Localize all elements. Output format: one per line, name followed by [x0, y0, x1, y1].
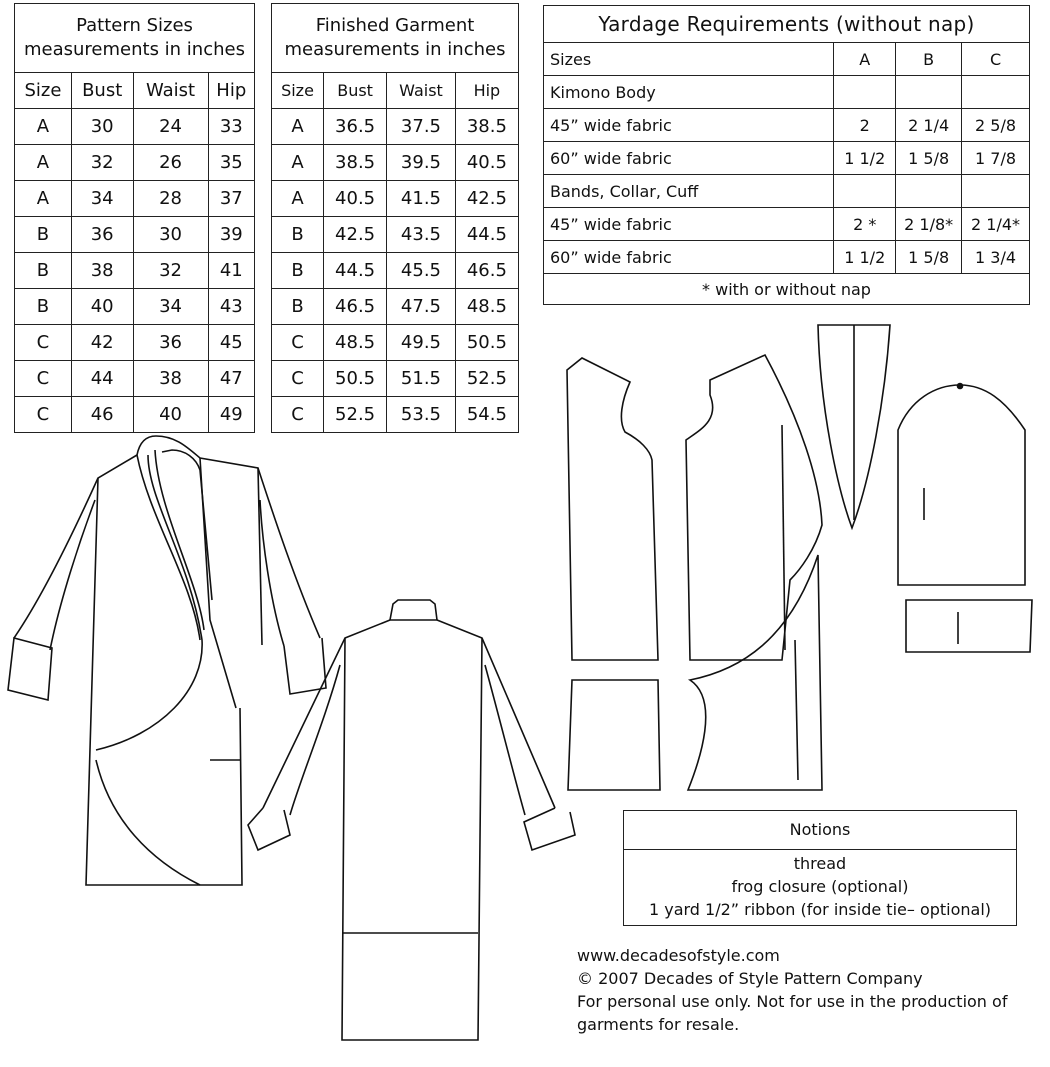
coat-front-drawing	[8, 436, 326, 885]
column-header: Bust	[71, 73, 133, 109]
table-cell: 45	[208, 325, 254, 361]
table-cell: 36	[71, 217, 133, 253]
column-header: Sizes	[544, 43, 834, 76]
table-cell: 30	[71, 109, 133, 145]
table-cell: C	[15, 325, 72, 361]
website-link[interactable]: www.decadesofstyle.com	[577, 946, 780, 965]
table-cell: B	[272, 253, 324, 289]
table-cell: 32	[133, 253, 208, 289]
table-cell: 2	[834, 109, 896, 142]
table-cell: 48.5	[324, 325, 387, 361]
table-cell: 50.5	[324, 361, 387, 397]
table-cell: 38.5	[324, 145, 387, 181]
table-cell: 2 5/8	[962, 109, 1030, 142]
table-cell: 40.5	[324, 181, 387, 217]
table-cell: 42.5	[455, 181, 518, 217]
table-cell: 38	[133, 361, 208, 397]
table-cell: 34	[133, 289, 208, 325]
table-cell: 1 5/8	[896, 142, 962, 175]
table-cell: 44.5	[324, 253, 387, 289]
table-cell: 1 5/8	[896, 241, 962, 274]
table-cell: 1 3/4	[962, 241, 1030, 274]
table-cell: 40	[133, 397, 208, 433]
table-cell: 40	[71, 289, 133, 325]
table-cell: 52.5	[324, 397, 387, 433]
notions-title: Notions	[624, 811, 1016, 850]
table-cell: 46.5	[455, 253, 518, 289]
table-cell: C	[272, 361, 324, 397]
table-cell: 60” wide fabric	[544, 241, 834, 274]
table-cell: A	[15, 145, 72, 181]
table-cell: 38.5	[455, 109, 518, 145]
usage-text-line2: garments for resale.	[577, 1015, 740, 1034]
copyright-text: © 2007 Decades of Style Pattern Company	[577, 969, 923, 988]
column-header: Hip	[455, 73, 518, 109]
yardage-footnote: * with or without nap	[544, 274, 1030, 305]
table-cell: 24	[133, 109, 208, 145]
notion-item: 1 yard 1/2” ribbon (for inside tie– optional)	[648, 900, 992, 919]
table-cell: 47	[208, 361, 254, 397]
table-cell: 41.5	[387, 181, 456, 217]
copyright-footer	[577, 944, 1047, 1036]
notion-item: thread	[793, 854, 847, 873]
table-cell: 46	[71, 397, 133, 433]
table-cell: Kimono Body	[544, 76, 834, 109]
pattern-pieces	[567, 325, 1032, 790]
table-cell: 37.5	[387, 109, 456, 145]
table-cell: 39	[208, 217, 254, 253]
table-cell: 52.5	[455, 361, 518, 397]
table-cell: 46.5	[324, 289, 387, 325]
pattern-sizes-title-line1: Pattern Sizes	[76, 15, 193, 36]
column-header: B	[896, 43, 962, 76]
table-cell: 36	[133, 325, 208, 361]
table-cell: B	[15, 217, 72, 253]
column-header: Size	[15, 73, 72, 109]
table-cell: B	[15, 253, 72, 289]
finished-garment-title-line2: measurements in inches	[284, 39, 506, 60]
table-cell: 2 1/4	[896, 109, 962, 142]
table-cell: 48.5	[455, 289, 518, 325]
table-cell: A	[272, 181, 324, 217]
table-cell: 2 1/8*	[896, 208, 962, 241]
table-cell: 33	[208, 109, 254, 145]
table-cell: 38	[71, 253, 133, 289]
table-cell: B	[15, 289, 72, 325]
table-cell: 26	[133, 145, 208, 181]
column-header: Size	[272, 73, 324, 109]
coat-back-drawing	[248, 600, 575, 1040]
column-header: A	[834, 43, 896, 76]
table-cell: 43.5	[387, 217, 456, 253]
table-cell: 2 *	[834, 208, 896, 241]
table-cell: 34	[71, 181, 133, 217]
table-cell: 47.5	[387, 289, 456, 325]
table-cell: 37	[208, 181, 254, 217]
table-cell: 35	[208, 145, 254, 181]
column-header: C	[962, 43, 1030, 76]
table-cell: 28	[133, 181, 208, 217]
table-cell: C	[15, 397, 72, 433]
table-cell: 40.5	[455, 145, 518, 181]
table-cell: 44	[71, 361, 133, 397]
table-cell: 49.5	[387, 325, 456, 361]
table-cell: 2 1/4*	[962, 208, 1030, 241]
table-cell: Bands, Collar, Cuff	[544, 175, 834, 208]
notions-list	[624, 850, 1016, 925]
table-cell: A	[272, 145, 324, 181]
table-cell: 1 7/8	[962, 142, 1030, 175]
table-cell: 60” wide fabric	[544, 142, 834, 175]
table-cell: 45.5	[387, 253, 456, 289]
table-cell: 42.5	[324, 217, 387, 253]
notions-box	[623, 810, 1017, 926]
pattern-sizes-title-line2: measurements in inches	[24, 39, 245, 60]
finished-garment-title-line1: Finished Garment	[315, 15, 475, 36]
column-header: Waist	[387, 73, 456, 109]
table-cell: B	[272, 217, 324, 253]
usage-text-line1: For personal use only. Not for use in the production of	[577, 992, 1008, 1011]
table-cell: 51.5	[387, 361, 456, 397]
yardage-title: Yardage Requirements (without nap)	[544, 6, 1030, 43]
table-cell: 49	[208, 397, 254, 433]
table-cell: A	[15, 109, 72, 145]
table-cell: 30	[133, 217, 208, 253]
table-cell: 42	[71, 325, 133, 361]
column-header: Waist	[133, 73, 208, 109]
table-cell: 53.5	[387, 397, 456, 433]
column-header: Hip	[208, 73, 254, 109]
column-header: Bust	[324, 73, 387, 109]
table-cell: 54.5	[455, 397, 518, 433]
table-cell: C	[15, 361, 72, 397]
table-cell: 41	[208, 253, 254, 289]
table-cell: 45” wide fabric	[544, 109, 834, 142]
table-cell: 1 1/2	[834, 241, 896, 274]
table-cell: A	[272, 109, 324, 145]
table-cell: 1 1/2	[834, 142, 896, 175]
table-cell: 45” wide fabric	[544, 208, 834, 241]
table-cell: 50.5	[455, 325, 518, 361]
table-cell: A	[15, 181, 72, 217]
table-cell: C	[272, 325, 324, 361]
table-cell: 39.5	[387, 145, 456, 181]
table-cell: 32	[71, 145, 133, 181]
table-cell: 43	[208, 289, 254, 325]
table-cell: 44.5	[455, 217, 518, 253]
table-cell: C	[272, 397, 324, 433]
table-cell: 36.5	[324, 109, 387, 145]
notion-item: frog closure (optional)	[731, 877, 909, 896]
table-cell: B	[272, 289, 324, 325]
